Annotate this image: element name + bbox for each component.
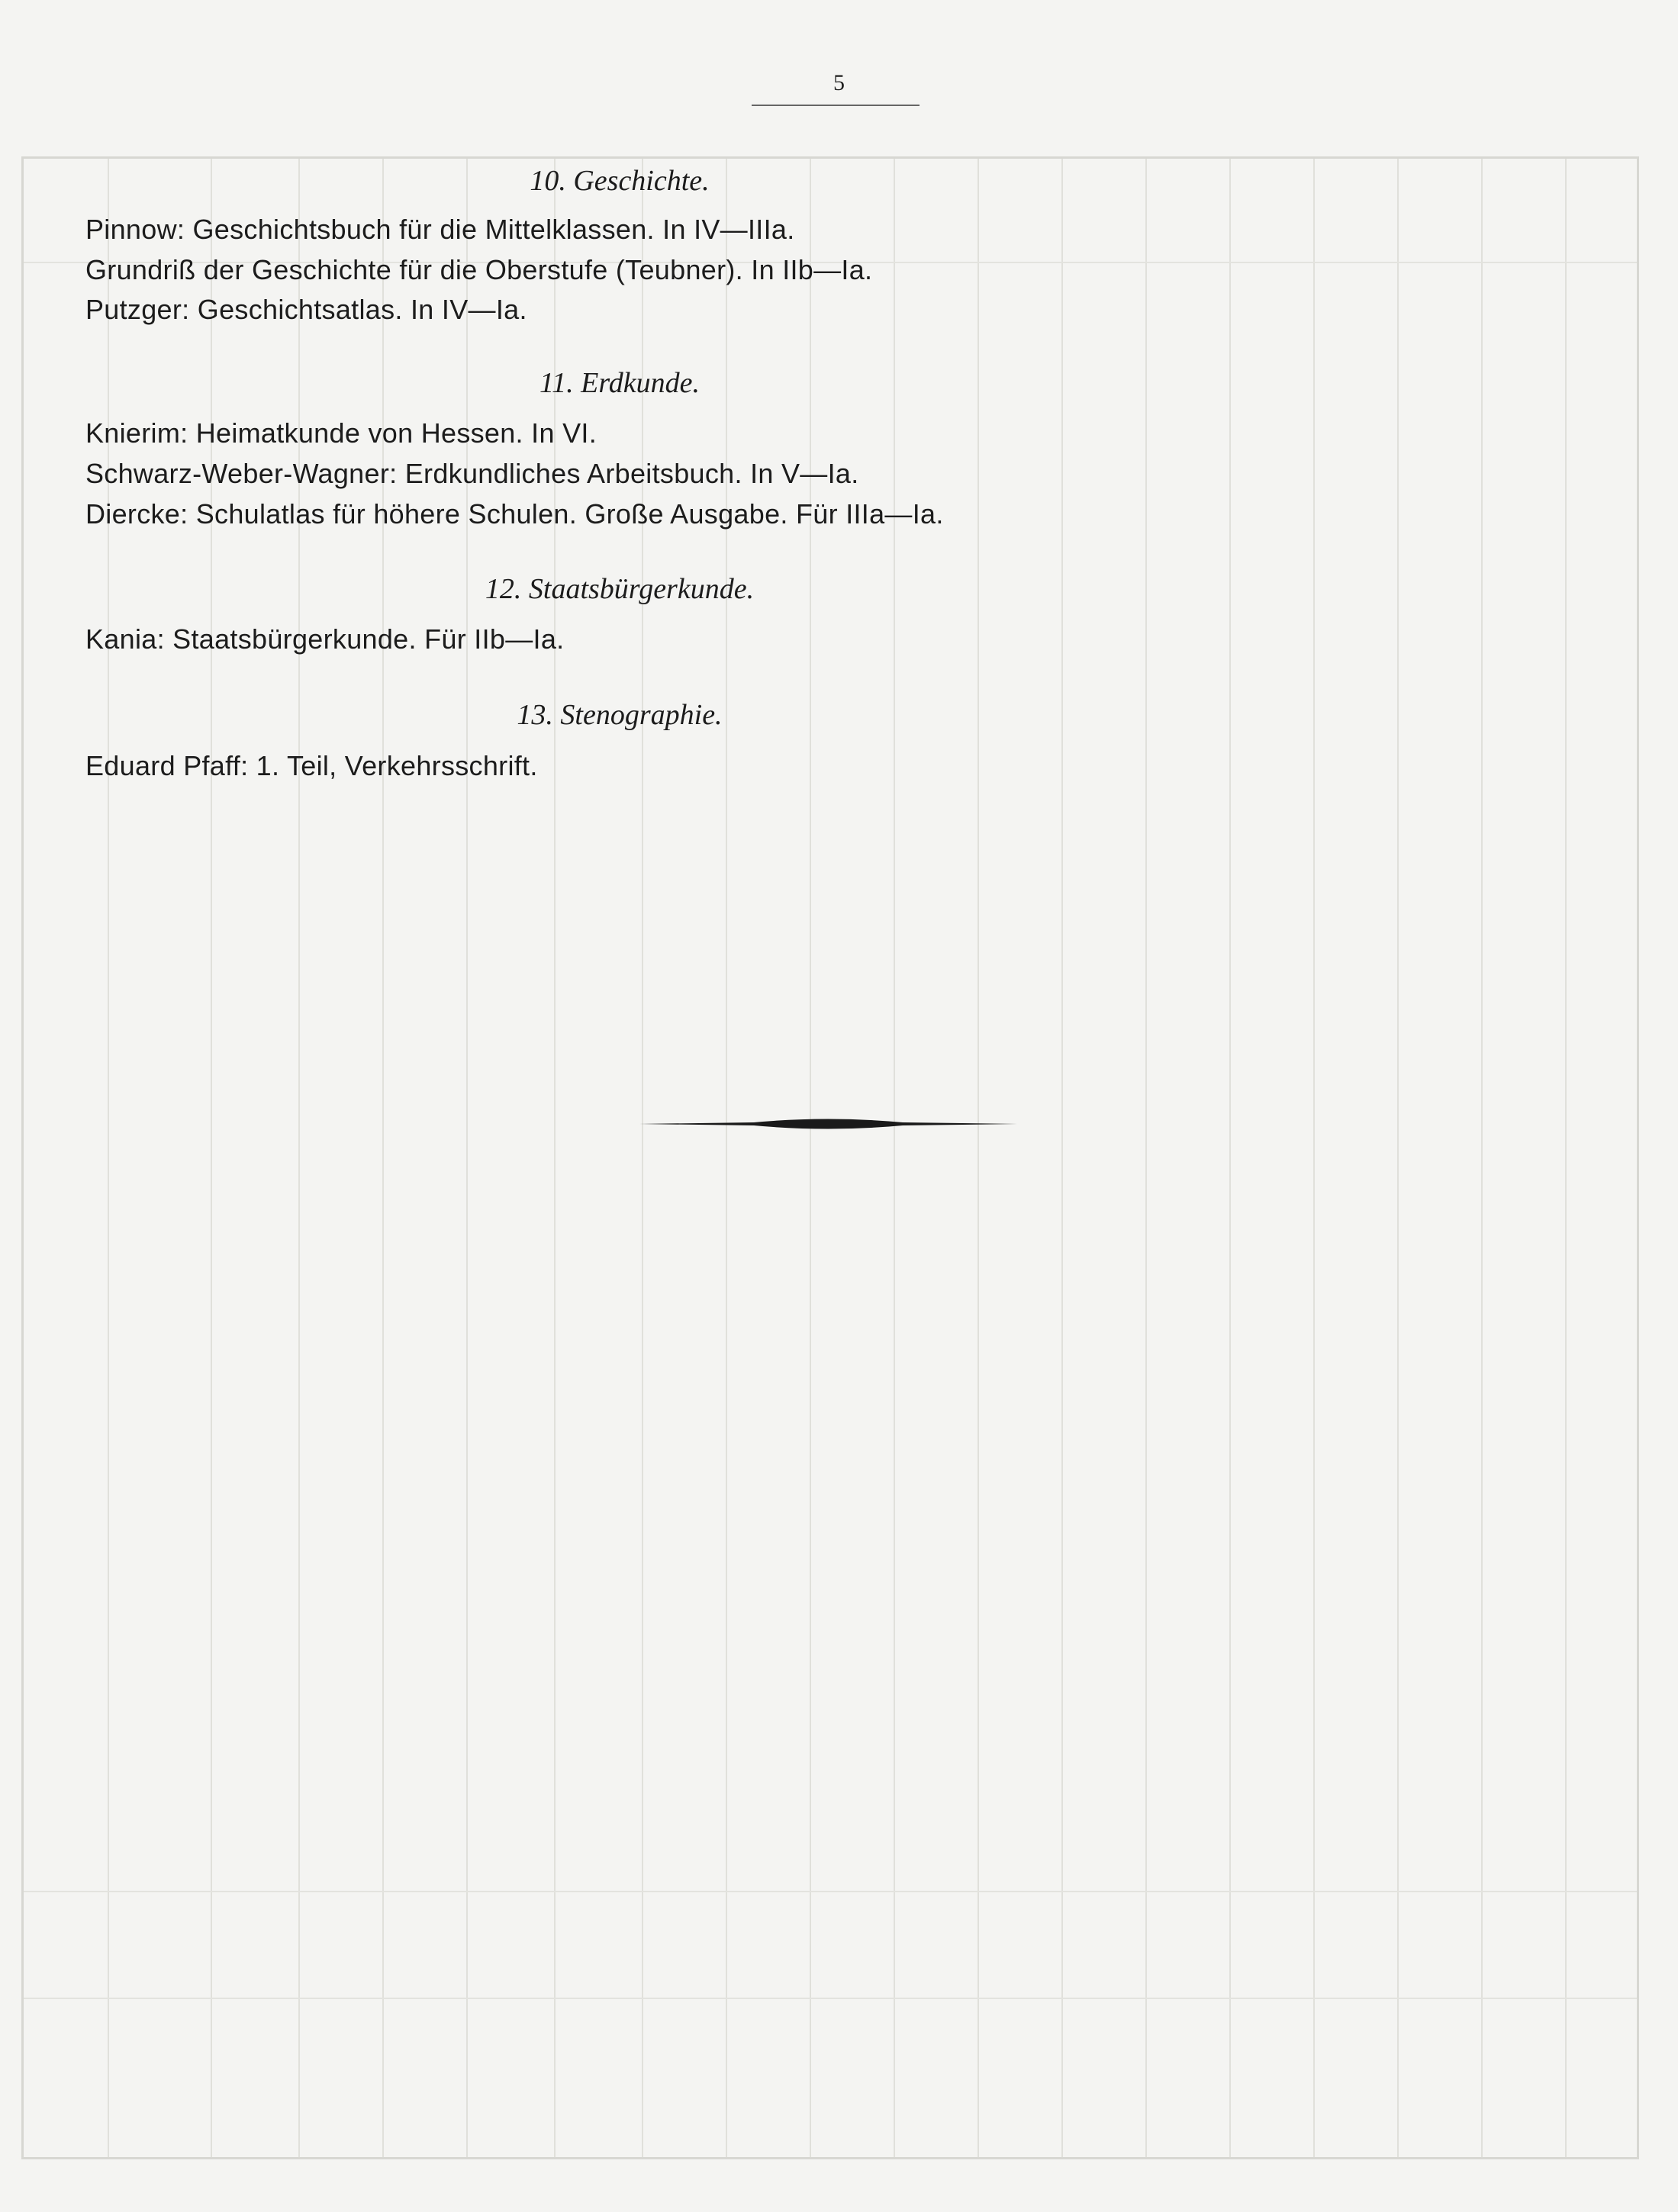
bleed-column-line <box>1397 159 1399 2157</box>
bleed-column-line <box>1145 159 1147 2157</box>
entry-kania: Kania: Staatsbürgerkunde. Für IIb—Ia. <box>85 623 565 655</box>
bleed-row-line <box>24 1891 1637 1892</box>
bleed-column-line <box>1229 159 1231 2157</box>
bleed-through-table <box>21 156 1639 2159</box>
entry-diercke: Diercke: Schulatlas für höhere Schulen. Große Ausgabe. Für IIIa—Ia. <box>85 498 944 530</box>
section-heading-staatsbuergerkunde: 12. Staatsbürgerkunde. <box>485 573 755 605</box>
divider-ornament <box>639 1116 1017 1132</box>
entry-pfaff: Eduard Pfaff: 1. Teil, Verkehrsschrift. <box>85 750 538 781</box>
bleed-column-line <box>977 159 979 2157</box>
entry-knierim: Knierim: Heimatkunde von Hessen. In VI. <box>85 417 597 449</box>
section-heading-geschichte: 10. Geschichte. <box>530 165 710 197</box>
bleed-column-line <box>1313 159 1315 2157</box>
bleed-column-line <box>1061 159 1063 2157</box>
bleed-row-line <box>24 1998 1637 1999</box>
section-heading-stenographie: 13. Stenographie. <box>517 699 723 731</box>
entry-putzger: Putzger: Geschichtsatlas. In IV—Ia. <box>85 294 527 325</box>
entry-pinnow: Pinnow: Geschichtsbuch für die Mittelklassen. In IV—IIIa. <box>85 214 795 245</box>
bleed-column-line <box>894 159 895 2157</box>
entry-grundriss: Grundriß der Geschichte für die Oberstufe (Teubner). In IIb—Ia. <box>85 254 873 285</box>
page-number: 5 <box>833 70 845 95</box>
bleed-column-line <box>1481 159 1483 2157</box>
page-number-rule <box>752 105 920 106</box>
entry-schwarz-weber-wagner: Schwarz-Weber-Wagner: Erdkundliches Arbeitsbuch. In V—Ia. <box>85 458 859 489</box>
section-heading-erdkunde: 11. Erdkunde. <box>539 367 700 399</box>
bleed-column-line <box>1565 159 1567 2157</box>
